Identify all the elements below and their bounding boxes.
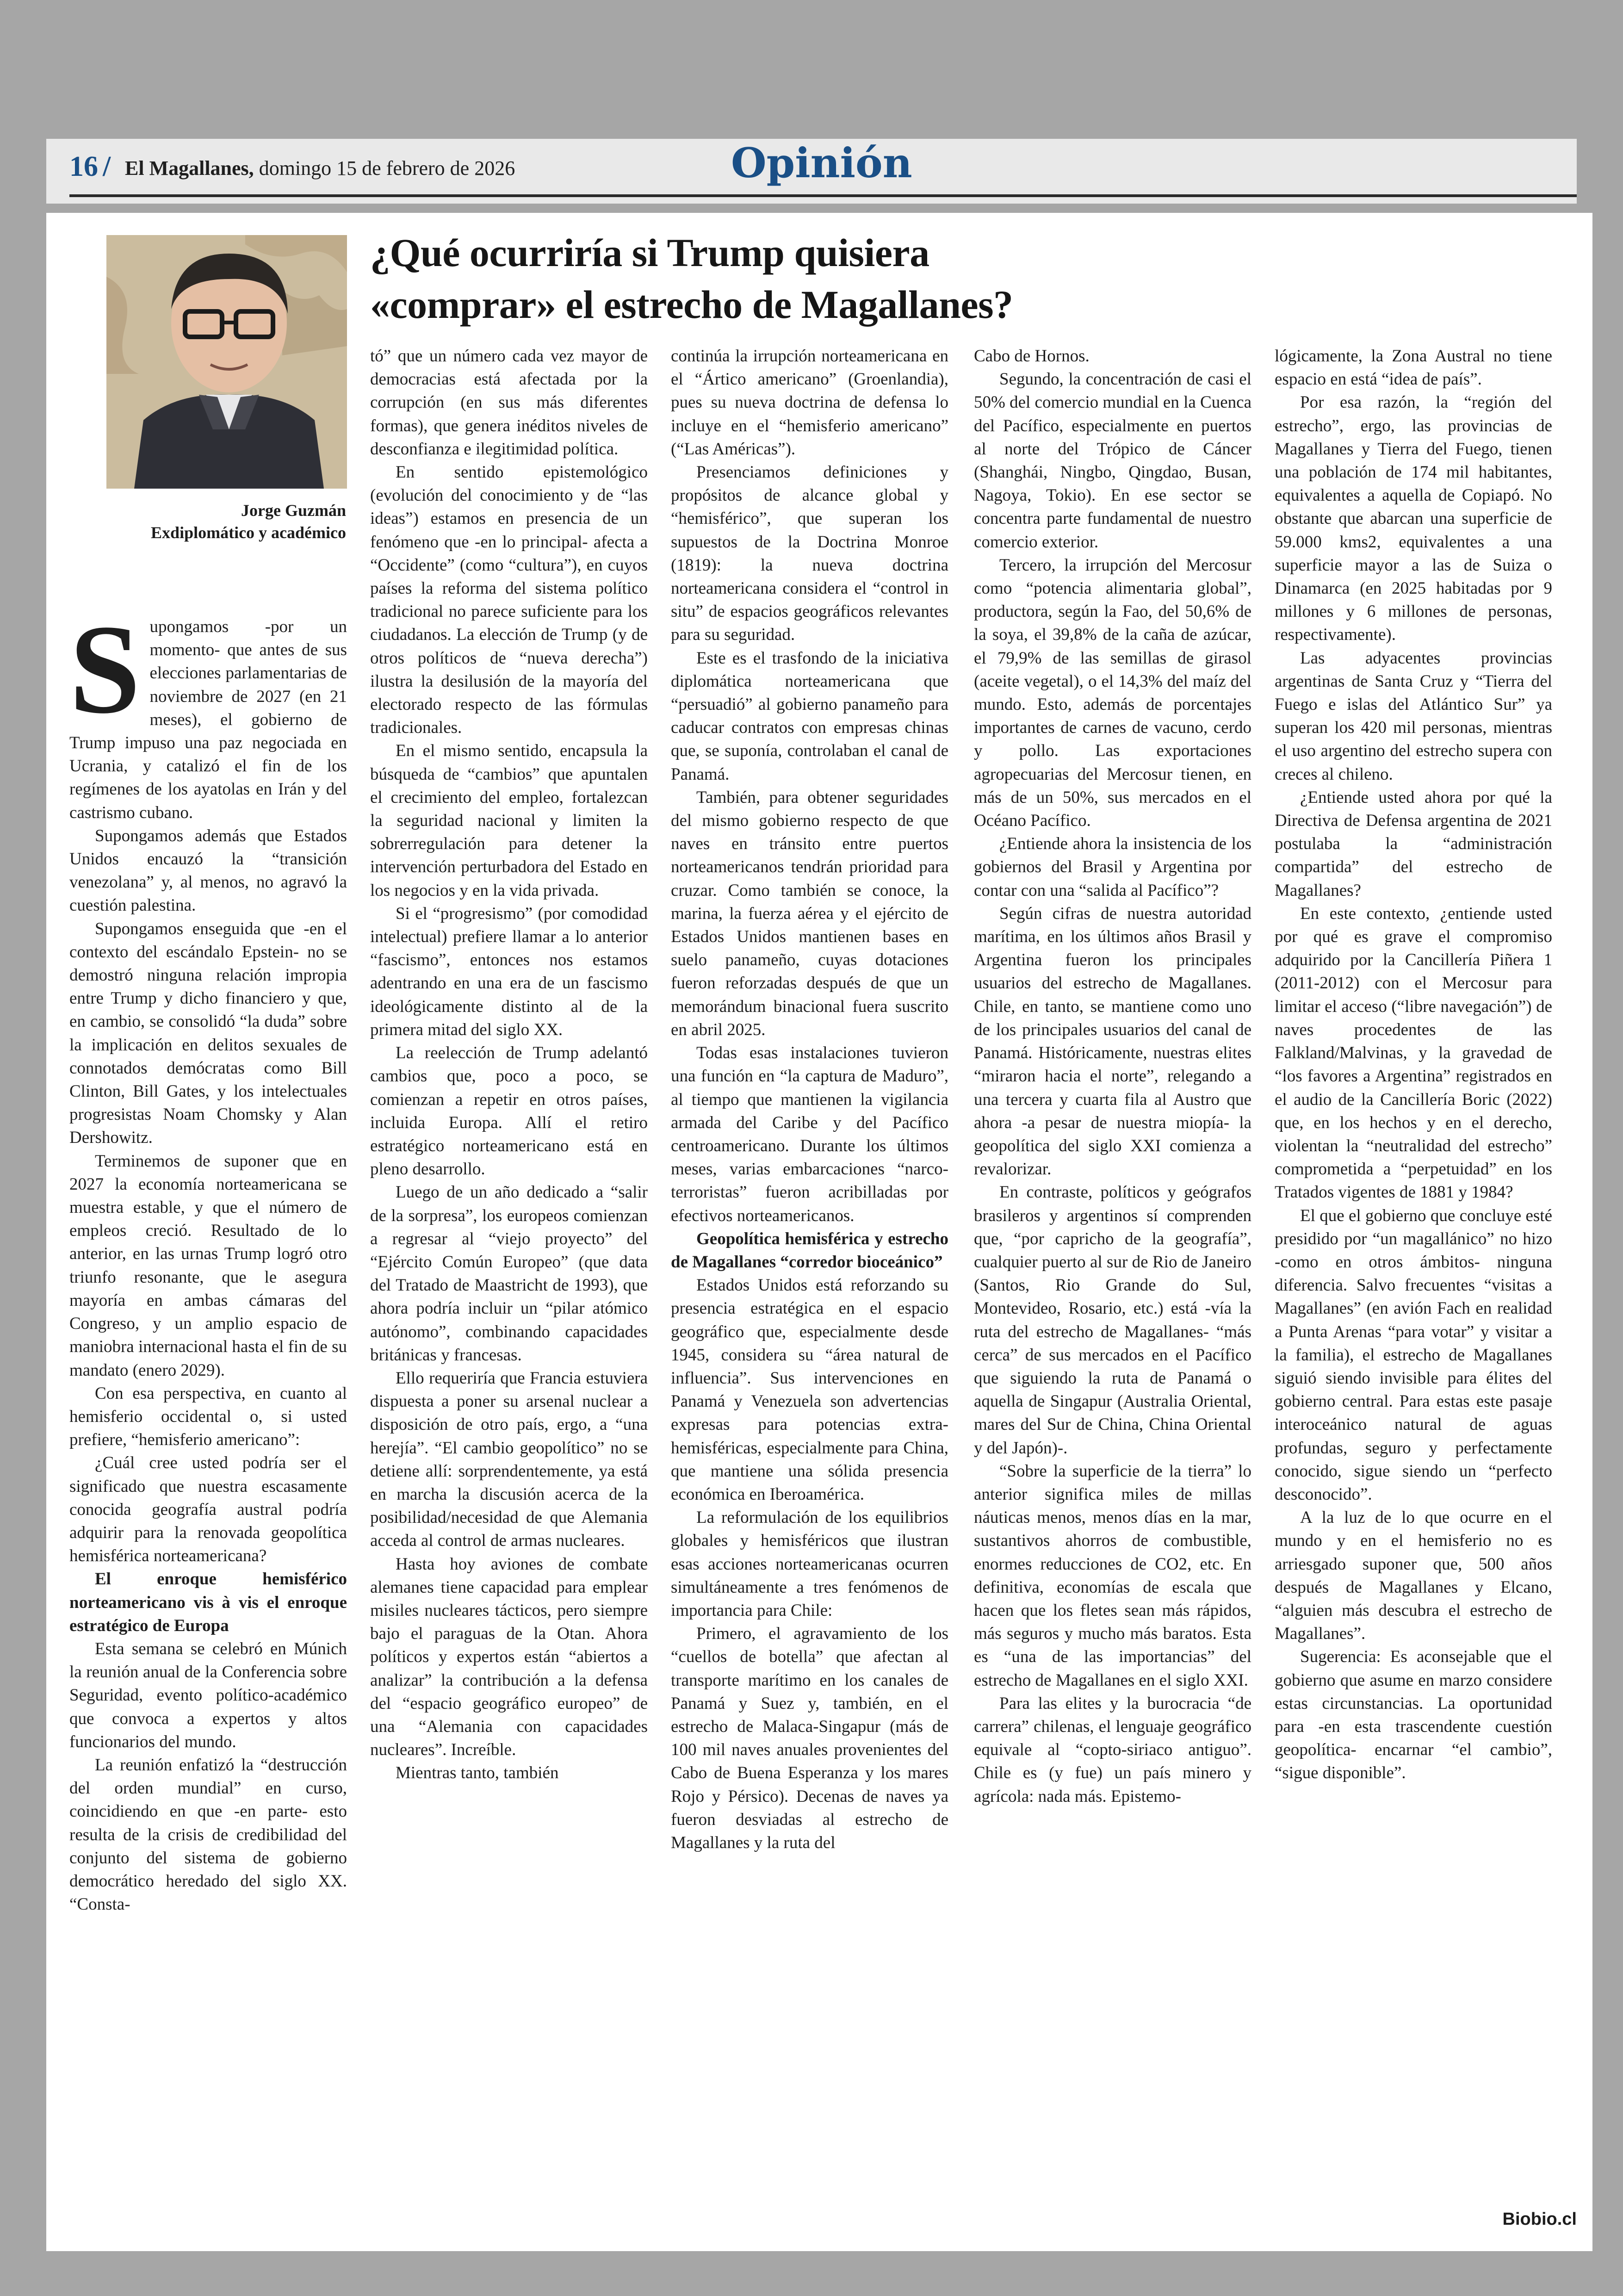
paragraph: También, para obtener seguridades del mismo gobierno respecto de que naves en tránsito entre puertos norteamericanos tendrán prioridad para cruzar. Como también se conoce, la marina, la fuerza aérea y el ejército de Estados Unidos mantienen bases en suelo panameño, cuyas dotaciones fueron reforzadas después de que un memorándum binacional fuera suscrito en abril 2025. [671, 788, 948, 1039]
paragraph: Supongamos además que Estados Unidos encauzó la “transición venezolana” y, al menos, no agravó la cuestión palestina. [69, 826, 347, 915]
paragraph: La reformulación de los equilibrios globales y hemisféricos que ilustran esas acciones norteamericanas ocurren simultáneamente a tres fenómenos de importancia para Chile: [671, 1508, 948, 1620]
drop-cap: S [69, 615, 141, 740]
paragraph: Terminemos de suponer que en 2027 la economía norteamericana se muestra estable, y que el número de empleos creció. Resultado de lo anterior, en las urnas Trump logró otro triunfo resonante, que le asegura mayoría en ambas cámaras del Congreso, y un amplio espacio de maniobra internacional hasta el fin de su mandato (enero 2029). [69, 1151, 347, 1380]
paragraph: ¿Entiende usted ahora por qué la Directiva de Defensa argentina de 2021 postulaba la “administración compartida” del estrecho de Magallanes? [1275, 788, 1552, 900]
paragraph: Todas esas instalaciones tuvieron una función en “la captura de Maduro”, al tiempo que mantienen la vigilancia armada del Caribe y del Pacífico centroamericano. Durante los últimos meses, varias embarcaciones “narco-terroristas” fueron acribilladas por efectivos norteamericanos. [671, 1043, 948, 1225]
article-column-1 [69, 615, 347, 2244]
paragraph: ¿Cuál cree usted podría ser el significado que nuestra escasamente conocida geografía austral podría adquirir para la renovada geopolítica hemisférica norteamericana? [69, 1453, 347, 1566]
paragraph: Hasta hoy aviones de combate alemanes tiene capacidad para emplear misiles nucleares tácticos, pero siempre bajo el paraguas de la Otan. Ahora políticos y expertos están “abiertos a analizar” la contribución a la defensa del “espacio geográfico europeo” de una “Alemania con capacidades nucleares”. Increíble. [370, 1554, 648, 1760]
paragraph: Luego de un año dedicado a “salir de la sorpresa”, los europeos comienzan a regresar al “viejo proyecto” del “Ejército Común Europeo” (que data del Tratado de Maastricht de 1993), que ahora podría incluir un “pilar atómico autónomo”, combinando capacidades británicas y francesas. [370, 1183, 648, 1365]
paragraph: Para las elites y la burocracia “de carrera” chilenas, el lenguaje geográfico equivale al “copto-siriaco antiguo”. Chile es (y fue) un país minero y agrícola: nada más. Epistemo- [974, 1694, 1251, 1806]
article-column-4 [974, 345, 1251, 2244]
page-number: 16 / [69, 151, 111, 182]
source-credit: Biobio.cl [1502, 2209, 1577, 2229]
article-column-3 [671, 345, 948, 2244]
paragraph: La reelección de Trump adelantó cambios que, poco a poco, se comienzan a repetir en otros países, incluida Europa. Allí el retiro estratégico norteamericano está en pleno desarrollo. [370, 1043, 648, 1179]
paragraph: Según cifras de nuestra autoridad marítima, en los últimos años Brasil y Argentina fueron los principales usuarios del estrecho de Magallanes. Chile, en tanto, se mantiene como uno de los principales usuarios del canal de Panamá. Históricamente, nuestras elites “miraron hacia el norte”, relegando a una tercera y cuarta fila al Austro que ahora -a pesar de nuestra miopía- la geopolítica del siglo XXI comienza a revalorizar. [974, 904, 1251, 1179]
headline-line-2: «comprar» el estrecho de Magallanes? [370, 282, 1013, 327]
author-photo [106, 235, 347, 489]
paragraph: En sentido epistemológico (evolución del conocimiento y de “las ideas”) estamos en presencia de un fenómeno que -en lo principal- afecta a “Occidente” (como “cultura”), en cuyos países la reforma del sistema político tradicional no parece suficiente para los ciudadanos. La elección de Trump (y de otros políticos de “nueva derecha”) ilustra la desilusión de la mayoría del electorado respecto de las fórmulas tradicionales. [370, 463, 648, 738]
paragraph: Ello requeriría que Francia estuviera dispuesta a poner su arsenal nuclear a disposición de otro país, ergo, a “una herejía”. “El cambio geopolítico” no se detiene allí: sorprendentemente, ya está en marcha la discusión acerca de la posibilidad/necesidad de que Alemania acceda al control de armas nucleares. [370, 1368, 648, 1551]
paragraph: “Sobre la superficie de la tierra” lo anterior significa miles de millas náuticas menos, menos días en la mar, sustantivos ahorros de combustible, enormes reducciones de CO2, etc. En definitiva, economías de escala que hacen que los fletes sean más rápidos, más seguros y mucho más baratos. Esta es “una de las importancias” del estrecho de Magallanes en el siglo XXI. [974, 1461, 1251, 1690]
subheading: El enroque hemisférico norteamericano vis à vis el enroque estratégico de Europa [69, 1570, 347, 1635]
paragraph: Segundo, la concentración de casi el 50% del comercio mundial en la Cuenca del Pacífico, especialmente en puertos al norte del Trópico de Cáncer (Shanghái, Ningbo, Qingdao, Busan, Nagoya, Tokio). En ese sector se concentra parte fundamental de nuestro comercio exterior. [974, 370, 1251, 552]
article-column-5 [1275, 345, 1552, 2057]
paragraph: Supongamos enseguida que -en el contexto del escándalo Epstein- no se demostró ninguna relación impropia entre Trump y dicho financiero y que, en cambio, se consolidó “la duda” sobre la implicación en delitos sexuales de connotados demócratas como Bill Clinton, Bill Gates, y los intelectuales progresistas Noam Chomsky y Alan Dershowitz. [69, 919, 347, 1148]
masthead [125, 156, 515, 180]
headline [370, 227, 1555, 330]
paragraph: Con esa perspectiva, en cuanto al hemisferio occidental o, si usted prefiere, “hemisferio americano”: [69, 1384, 347, 1450]
paragraph: tó” que un número cada vez mayor de democracias está afectada por la corrupción (en sus más diferentes formas), que genera inéditos niveles de desconfianza e ilegitimidad política. [370, 347, 648, 459]
paragraph: lógicamente, la Zona Austral no tiene espacio en está “idea de país”. [1275, 347, 1552, 389]
page-slash: / [103, 151, 111, 182]
paragraph: Sugerencia: Es aconsejable que el gobierno que asume en marzo considere estas circunstancias. La oportunidad para -en esta trascendente cuestión geopolítica- encarnar “el cambio”, “sigue disponible”. [1275, 1647, 1552, 1783]
paragraph: continúa la irrupción norteamericana en el “Ártico americano” (Groenlandia), pues su nueva doctrina de defensa lo incluye en el “hemisferio americano” (“Las Américas”). [671, 347, 948, 459]
paragraph: Tercero, la irrupción del Mercosur como “potencia alimentaria global”, productora, según la Fao, del 50,6% de la soya, el 39,8% de la caña de azúcar, el 79,9% de las semillas de girasol (aceite vegetal), o el 14,3% del maíz del mundo. Esto, además de porcentajes importantes de carnes de vacuno, cerdo y pollo. Las exportaciones agropecuarias del Mercosur tienen, en más de un 50%, sus mercados en el Océano Pacífico. [974, 555, 1251, 831]
author-role: Exdiplomático y académico [151, 523, 346, 542]
paragraph: ¿Entiende ahora la insistencia de los gobiernos del Brasil y Argentina por contar con una “salida al Pacífico”? [974, 834, 1251, 900]
paragraph: upongamos -por un momento- que antes de sus elecciones parlamentarias de noviembre de 2027 (en 21 meses), el gobierno de Trump impuso una paz negociada en Ucrania, y catalizó el fin de los regímenes de los ayatolas en Irán y del castrismo cubano. [69, 617, 347, 822]
paragraph: En contraste, políticos y geógrafos brasileros y argentinos sí comprenden que, “por capricho de la geografía”, cualquier puerto al sur de Rio de Janeiro (Santos, Rio Grande do Sul, Montevideo, Rosario, etc.) está -vía la ruta del estrecho de Magallanes- “más cerca” de sus mercados en el Pacífico que siguiendo la ruta de Panamá o aquella de Singapur (Australia Oriental, mares del Sur de China, China Oriental y del Japón)-. [974, 1183, 1251, 1458]
header-rule [69, 194, 1577, 197]
subheading: Geopolítica hemisférica y estrecho de Magallanes “corredor bioceánico” [671, 1229, 948, 1272]
paragraph: Presenciamos definiciones y propósitos de alcance global y “hemisférico”, que superan los supuestos de la Doctrina Monroe (1819): la nueva doctrina norteamericana considera el “control in situ” de espacios geográficos relevantes para su seguridad. [671, 463, 948, 645]
paragraph: Estados Unidos está reforzando su presencia estratégica en el espacio geográfico que, especialmente desde 1945, considera su “área natural de influencia”. Sus intervenciones en Panamá y Venezuela son advertencias expresas para potencias extra-hemisféricas, especialmente para China, que mantiene una sólida presencia económica en Iberoamérica. [671, 1276, 948, 1504]
paragraph: En este contexto, ¿entiende usted por qué es grave el compromiso adquirido por la Cancillería Piñera 1 (2011-2012) con el Mercosur para limitar el acceso (“libre navegación”) de naves procedentes de las Falkland/Malvinas, y la gravedad de “los favores a Argentina” registrados en el audio de la Cancillería Boric (2022) que, en los hechos y en el derecho, violentan la “neutralidad del estrecho” comprometida a “perpetuidad” en los Tratados vigentes de 1881 y 1984? [1275, 904, 1552, 1202]
author-name: Jorge Guzmán [241, 501, 346, 520]
paragraph: Mientras tanto, también [396, 1763, 559, 1783]
issue-date: domingo 15 de febrero de 2026 [259, 157, 515, 180]
headline-line-1: ¿Qué ocurriría si Trump quisiera [370, 230, 929, 275]
paragraph: En el mismo sentido, encapsula la búsqueda de “cambios” que apuntalen el crecimiento del empleo, fortalezcan la seguridad nacional y limiten la sobrerregulación para detener la intervención perturbadora del Estado en los negocios y en la vida privada. [370, 741, 648, 900]
paragraph: Si el “progresismo” (por comodidad intelectual) prefiere llamar a lo anterior “fascismo”, entonces nos estamos adentrando en una era de un fascismo ideológicamente distinto al de la primera mitad del siglo XX. [370, 904, 648, 1039]
paragraph: Este es el trasfondo de la iniciativa diplomática norteamericana que “persuadió” al gobierno panameño para caducar contratos con empresas chinas que, se suponía, controlaban el canal de Panamá. [671, 648, 948, 784]
paragraph: La reunión enfatizó la “destrucción del orden mundial” en curso, coincidiendo en que -en parte- esto resulta de la crisis de credibilidad del conjunto del sistema de gobierno democrático heredado del siglo XX. “Consta- [69, 1755, 347, 1914]
paragraph: A la luz de lo que ocurre en el mundo y en el hemisferio no es arriesgado suponer que, 500 años después de Magallanes y Elcano, “alguien más descubra el estrecho de Magallanes”. [1275, 1508, 1552, 1644]
paragraph: Cabo de Hornos. [974, 347, 1090, 366]
paragraph: Esta semana se celebró en Múnich la reunión anual de la Conferencia sobre Seguridad, evento político-académico que convoca a expertos y altos funcionarios del mundo. [69, 1639, 347, 1751]
newspaper-name: El Magallanes, [125, 157, 254, 180]
paragraph: Primero, el agravamiento de los “cuellos de botella” que afectan al transporte marítimo en los canales de Panamá y Suez y, también, en el estrecho de Malaca-Singapur (más de 100 mil naves anuales provenientes del Cabo de Buena Esperanza y los mares Rojo y Pérsico). Decenas de naves ya fueron desviadas al estrecho de Magallanes y la ruta del [671, 1624, 948, 1852]
article-column-2 [370, 345, 648, 2244]
paragraph: El que el gobierno que concluye esté presidido por “un magallánico” no hizo -como en otros ámbitos- ninguna diferencia. Salvo frecuentes “visitas a Magallanes” (en avión Fach en realidad a Punta Arenas “para votar” y visitar a la familia), el estrecho de Magallanes siguió siendo invisible para élites del gobierno central. Para estas este pasaje interoceánico natural de aguas profundas, seguro y perfectamente conocido, sigue siendo un “perfecto desconocido”. [1275, 1206, 1552, 1504]
paragraph: Por esa razón, la “región del estrecho”, ergo, las provincias de Magallanes y Tierra del Fuego, tienen una población de 174 mil habitantes, equivalentes a aquella de Copiapó. No obstante que abarcan una superficie de 59.000 kms2, equivalentes a una superficie mayor a las de Suiza o Dinamarca (en 2025 habitadas por 9 millones y 6 millones de personas, respectivamente). [1275, 393, 1552, 645]
paragraph: Las adyacentes provincias argentinas de Santa Cruz y “Tierra del Fuego e islas del Atlántico Sur” ya superan los 420 mil personas, mientras el uso argentino del estrecho supera con creces al chileno. [1275, 648, 1552, 784]
section-title: Opinión [731, 139, 912, 187]
